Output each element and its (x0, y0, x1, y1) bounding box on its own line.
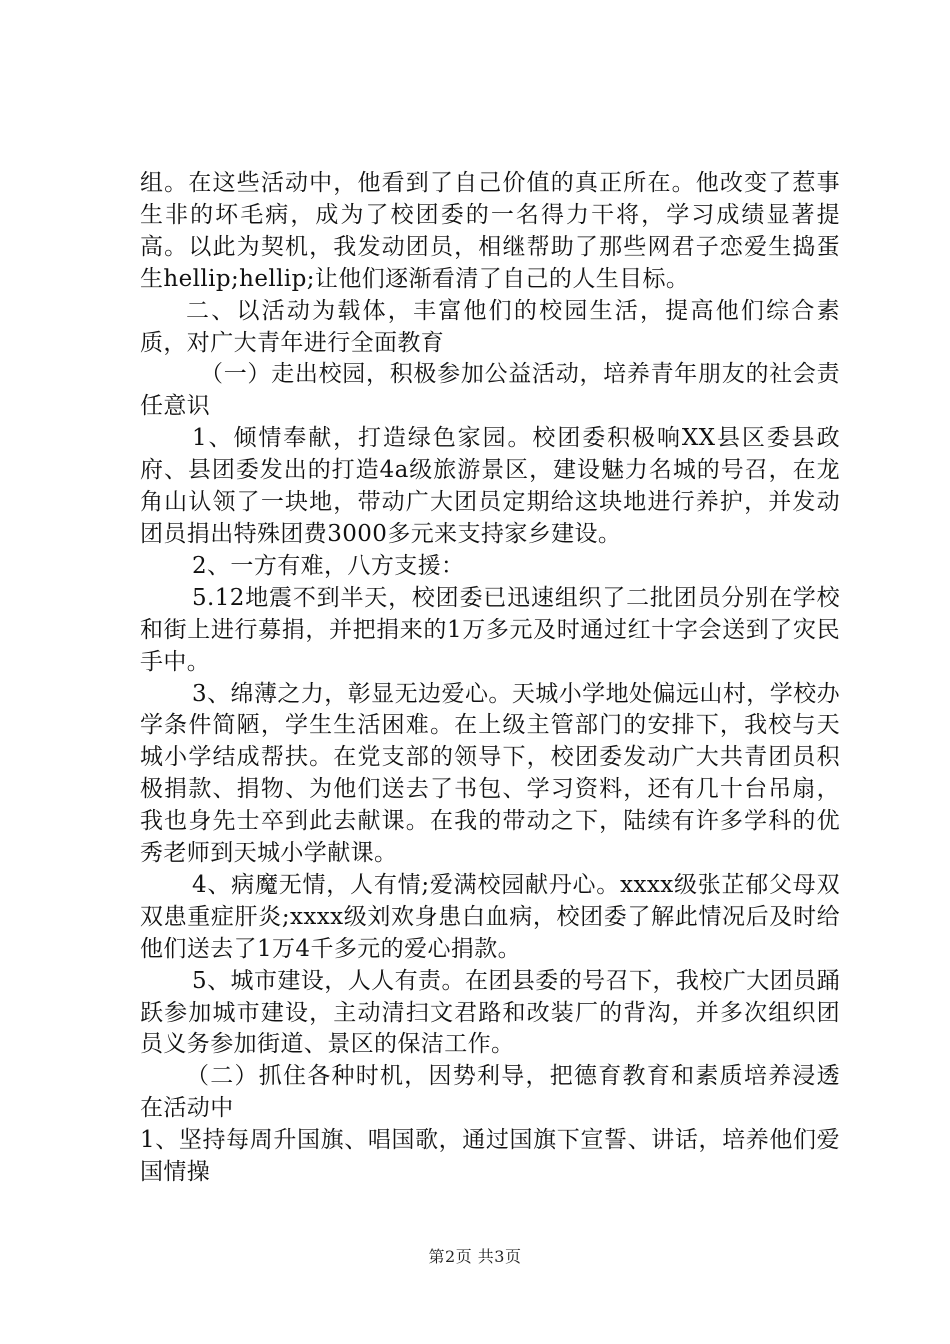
item-5-paragraph: 5、城市建设，人人有责。在团县委的号召下，我校广大团员踊跃参加城市建设，主动清扫文君路和改装厂的背沟，并多次组织团员义务参加街道、景区的保洁工作。 (140, 967, 840, 1058)
subsection-heading-1: （一）走出校园，积极参加公益活动，培养青年朋友的社会责任意识 (140, 361, 840, 420)
item-3-paragraph: 3、绵薄之力，彰显无边爱心。天城小学地处偏远山村，学校办学条件简陋，学生生活困难。在上级主管部门的安排下，我校与天城小学结成帮扶。在党支部的领导下，校团委发动广大共青团员积极捐款、捐物、为他们送去了书包、学习资料，还有几十台吊扇，我也身先士卒到此去献课。在我的带动之下，陆续有许多学科的优秀老师到天城小学献课。 (140, 680, 840, 867)
earthquake-paragraph: 5.12地震不到半天，校团委已迅速组织了二批团员分别在学校和街上进行募捐，并把捐来的1万多元及时通过红十字会送到了灾民手中。 (140, 584, 840, 675)
section-heading-2: 二、以活动为载体，丰富他们的校园生活，提高他们综合素质，对广大青年进行全面教育 (140, 297, 840, 356)
item-1-flag-paragraph: 1、坚持每周升国旗、唱国歌，通过国旗下宣誓、讲话，培养他们爱国情操 (140, 1127, 840, 1186)
item-1-paragraph: 1、倾情奉献，打造绿色家园。校团委积极响XX县区委县政府、县团委发出的打造4a级旅游景区，建设魅力名城的号召，在龙角山认领了一块地，带动广大团员定期给这块地进行养护，并发动团员捐出特殊团费3000多元来支持家乡建设。 (140, 425, 840, 547)
item-2-heading: 2、一方有难，八方支援： (192, 552, 465, 579)
subsection-heading-2: （二）抓住各种时机，因势利导，把德育教育和素质培养浸透在活动中 (140, 1063, 840, 1122)
item-4-paragraph: 4、病魔无情，人有情;爱满校园献丹心。xxxx级张芷郁父母双双患重症肝炎;xxxx级刘欢身患白血病，校团委了解此情况后及时给他们送去了1万4千多元的爱心捐款。 (140, 871, 840, 962)
page-number-footer: 第2页 共3页 (428, 1247, 522, 1266)
paragraph-continuation: 组。在这些活动中，他看到了自己价值的真正所在。他改变了惹事生非的坏毛病，成为了校团委的一名得力干将，学习成绩显著提高。以此为契机，我发动团员，相继帮助了那些网君子恋爱生捣蛋生hellip;hellip;让他们逐渐看清了自己的人生目标。 (140, 170, 840, 292)
document-body (140, 168, 840, 1189)
